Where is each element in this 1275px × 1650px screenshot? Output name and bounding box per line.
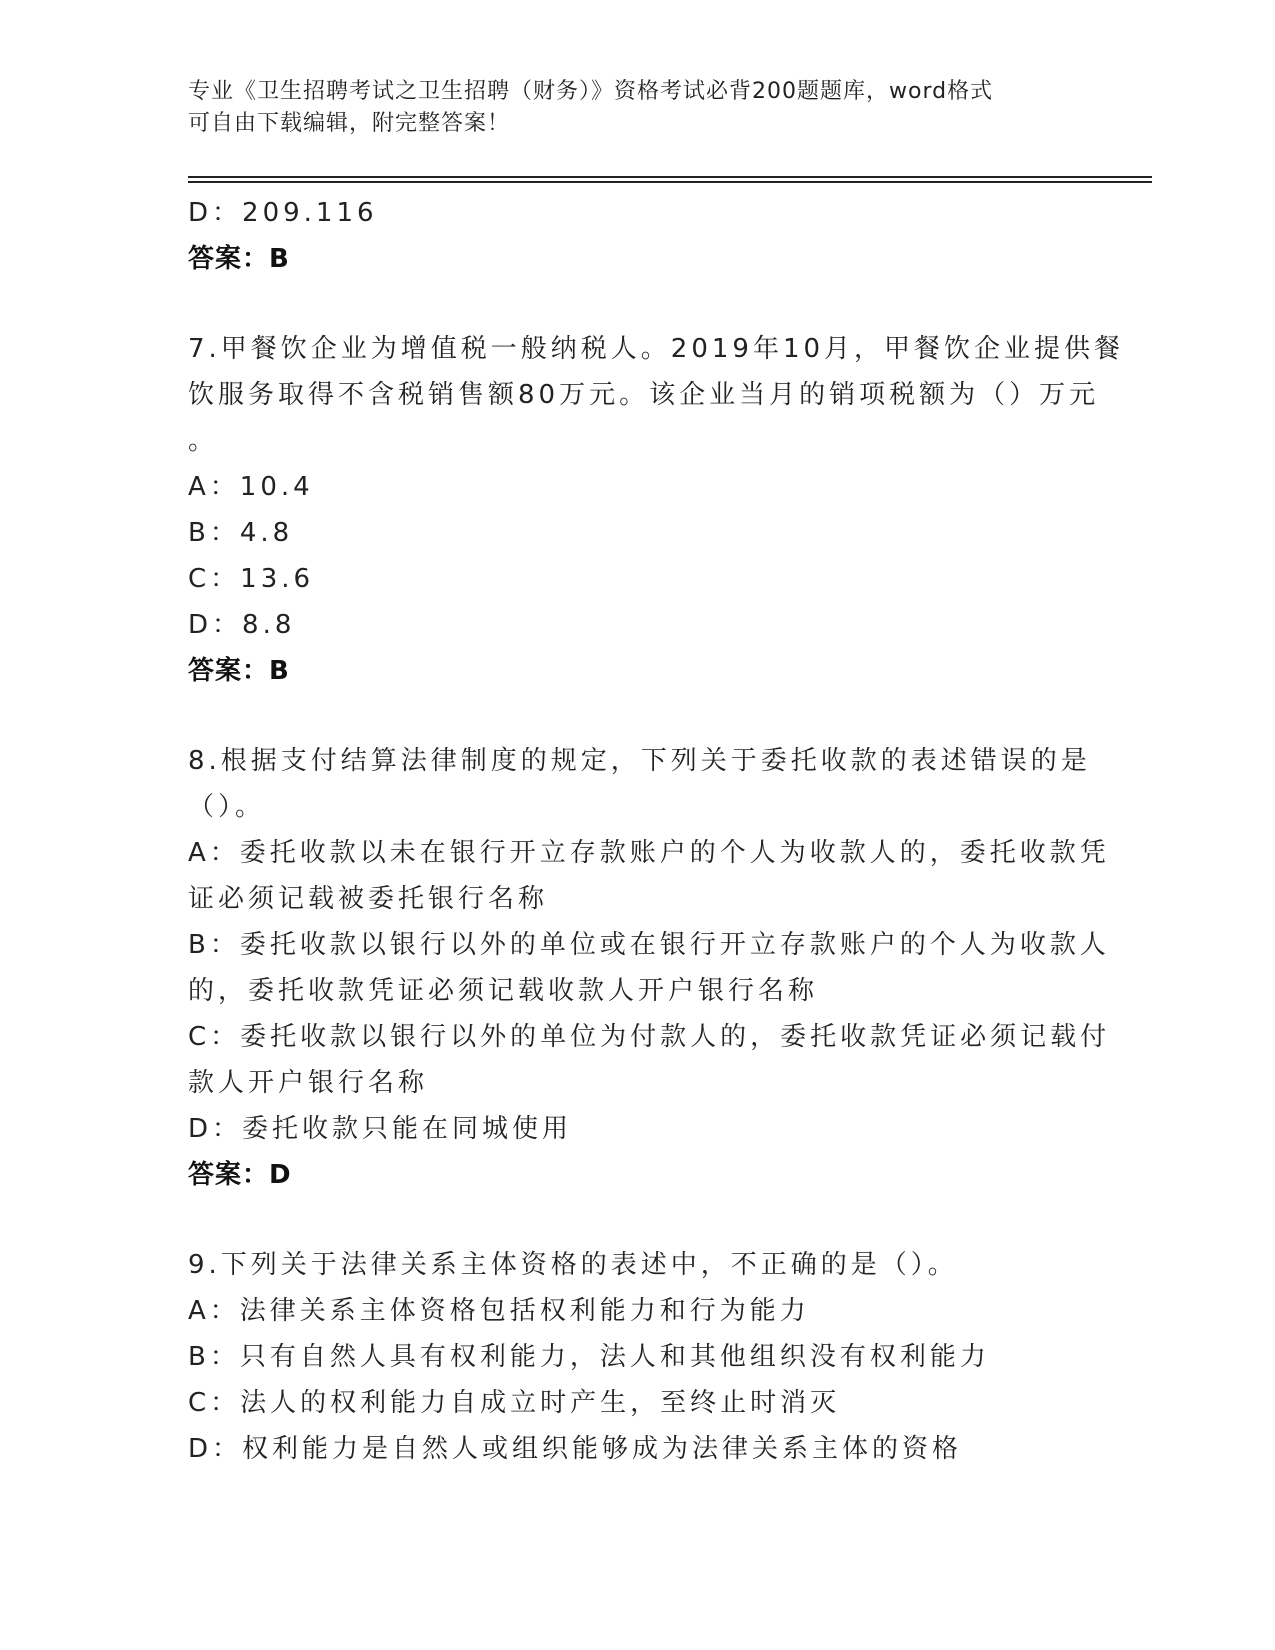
spacer [188,282,1088,326]
question-stem-line: 饮服务取得不含税销售额80万元。该企业当月的销项税额为（）万元 [188,380,1100,410]
option-a: A：委托收款以未在银行开立存款账户的个人为收款人的，委托收款凭 [188,838,1110,868]
question-stem-line: （）。 [188,792,266,822]
option-b-continued: 的，委托收款凭证必须记载收款人开户银行名称 [188,976,819,1006]
option-a: A：10.4 [188,472,314,502]
header-title-line-2: 可自由下载编辑，附完整答案！ [188,111,511,136]
question-stem-line: 9.下列关于法律关系主体资格的表述中，不正确的是（）。 [188,1250,958,1280]
option-d: D：委托收款只能在同城使用 [188,1114,573,1144]
question-stem-line: 。 [188,426,219,456]
option-b: B：只有自然人具有权利能力，法人和其他组织没有权利能力 [188,1342,990,1372]
option-c-continued: 款人开户银行名称 [188,1068,429,1098]
option-b: B：委托收款以银行以外的单位或在银行开立存款账户的个人为收款人 [188,930,1110,960]
question-8 [188,738,1111,1198]
option-c: C：法人的权利能力自成立时产生，至终止时消灭 [188,1388,841,1418]
spacer [188,1198,1088,1242]
page-header [188,76,1068,140]
header-divider-top [188,176,1152,178]
header-divider-bottom [188,181,1152,183]
spacer [188,694,1088,738]
option-c: C：13.6 [188,564,315,594]
option-b: B：4.8 [188,518,294,548]
option-d: D：209.116 [188,198,378,228]
option-a: A：法律关系主体资格包括权利能力和行为能力 [188,1296,810,1326]
option-a-continued: 证必须记载被委托银行名称 [188,884,549,914]
question-stem-line: 7.甲餐饮企业为增值税一般纳税人。2019年10月，甲餐饮企业提供餐 [188,334,1125,364]
answer-label: 答案：D [188,1160,292,1190]
previous-question-tail [188,190,1088,282]
question-9 [188,1242,1088,1472]
question-stem-line: 8.根据支付结算法律制度的规定，下列关于委托收款的表述错误的是 [188,746,1091,776]
answer-label: 答案：B [188,656,290,686]
option-c: C：委托收款以银行以外的单位为付款人的，委托收款凭证必须记载付 [188,1022,1111,1052]
answer-label: 答案：B [188,244,290,274]
question-list [188,190,1125,1472]
option-d: D：权利能力是自然人或组织能够成为法律关系主体的资格 [188,1434,963,1464]
option-d: D：8.8 [188,610,296,640]
question-7 [188,326,1125,694]
header-title-line-1: 专业《卫生招聘考试之卫生招聘（财务）》资格考试必背200题题库，word格式 [188,79,994,104]
